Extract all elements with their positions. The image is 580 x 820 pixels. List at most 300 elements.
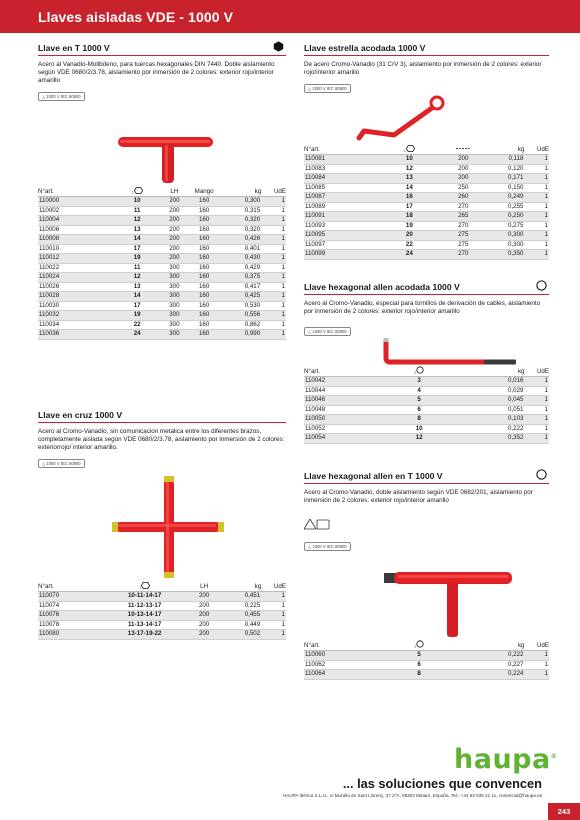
table-cell: 0,103	[461, 415, 525, 425]
table-row	[304, 651, 549, 661]
table-cell: 0,417	[222, 282, 262, 292]
table-cell: 0,429	[222, 263, 262, 273]
table-cell: 13	[112, 282, 162, 292]
table-cell: 110004	[38, 216, 112, 226]
table-cell: 110000	[38, 197, 112, 207]
table-row	[304, 670, 549, 680]
table-cell: 110032	[38, 311, 112, 321]
table-cell: 0,315	[222, 206, 262, 216]
table-cell: 1	[524, 250, 549, 260]
column-header: UdE	[524, 366, 549, 377]
table-cell: 0,375	[222, 273, 262, 283]
table-cell: 1	[524, 415, 549, 425]
table-cell: 0,455	[226, 611, 261, 621]
table-row	[304, 377, 549, 387]
table-cell: 0,275	[485, 221, 524, 231]
table-cell: 0,225	[226, 601, 261, 611]
allen-bent-image	[304, 338, 549, 366]
table-row	[38, 282, 286, 292]
table-cell: 110089	[304, 202, 378, 212]
table-cell: 110062	[304, 660, 378, 670]
table-cell: 0,249	[485, 193, 524, 203]
section-title	[304, 43, 549, 56]
section-title	[38, 410, 286, 423]
column-header: N°art.	[304, 366, 378, 377]
table-cell: 260	[441, 193, 485, 203]
table-cell: 1	[261, 225, 286, 235]
table-row	[38, 292, 286, 302]
table-cell: 17	[378, 202, 442, 212]
section-title-text: Llave en T 1000 V	[38, 43, 110, 53]
table-cell: 0,352	[461, 434, 525, 444]
table-cell: 0,118	[485, 155, 524, 165]
table-cell: 6	[378, 405, 461, 415]
table-row	[304, 415, 549, 425]
table-cell: 160	[187, 197, 222, 207]
table-cell: 24	[378, 250, 442, 260]
column-header: kg	[461, 366, 525, 377]
page-title: Llaves aisladas VDE - 1000 V	[38, 9, 234, 25]
table-row	[38, 206, 286, 216]
table-cell: 3	[378, 377, 461, 387]
table-cell: 13	[378, 174, 442, 184]
table-cell: 6	[378, 660, 461, 670]
table-row	[38, 254, 286, 264]
table-row	[304, 155, 549, 165]
table-cell: 300	[162, 311, 187, 321]
hex-socket-icon	[536, 280, 547, 291]
table-cell: 0,300	[222, 197, 262, 207]
table-cell: 300	[162, 292, 187, 302]
table-cell: 1	[261, 235, 286, 245]
table-cell: 300	[162, 282, 187, 292]
column-header: ↕	[107, 582, 181, 592]
table-cell: 1	[524, 377, 549, 387]
table-row	[304, 193, 549, 203]
table-cell: 1	[524, 231, 549, 241]
table-row	[304, 434, 549, 444]
section-title	[304, 282, 549, 295]
cert-badge: △ 1000 V IEC 60900	[38, 92, 85, 101]
table-cell: 1	[524, 405, 549, 415]
column-header: ↕	[378, 640, 461, 651]
tagline: ... las soluciones que convencen	[342, 776, 542, 791]
column-header: N°art.	[304, 640, 378, 651]
table-cell: 200	[441, 174, 485, 184]
table-row	[38, 630, 286, 640]
t-wrench-table	[38, 187, 286, 340]
table-cell: 110085	[304, 183, 378, 193]
table-cell: 0,171	[485, 174, 524, 184]
table-cell: 19	[112, 254, 162, 264]
table-cell: 1	[261, 620, 286, 630]
table-cell: 110006	[38, 225, 112, 235]
table-cell: 0,045	[461, 396, 525, 406]
table-cell: 110081	[304, 155, 378, 165]
table-cell: 300	[162, 330, 187, 340]
table-cell: 110095	[304, 231, 378, 241]
table-row	[304, 164, 549, 174]
cross-wrench-image	[38, 472, 286, 582]
table-cell: 0,990	[222, 330, 262, 340]
table-cell: 0,430	[222, 254, 262, 264]
table-cell: 160	[187, 206, 222, 216]
table-cell: 0,401	[222, 244, 262, 254]
table-cell: 160	[187, 282, 222, 292]
table-cell: 10	[378, 424, 461, 434]
table-cell: 1	[261, 611, 286, 621]
table-cell: 14	[112, 235, 162, 245]
table-cell: 200	[182, 611, 227, 621]
column-header: UdE	[524, 145, 549, 155]
table-cell: 1	[261, 330, 286, 340]
table-cell: 110036	[38, 330, 112, 340]
table-cell: 160	[187, 216, 222, 226]
table-cell: 0,320	[222, 216, 262, 226]
table-cell: 1	[261, 216, 286, 226]
page-number: 243	[548, 803, 580, 820]
table-cell: 11	[112, 263, 162, 273]
section-allen-t	[304, 471, 549, 680]
table-row	[38, 611, 286, 621]
cert-label: 1000 V IEC 60900	[312, 86, 347, 92]
table-cell: 110093	[304, 221, 378, 231]
table-cell: 160	[187, 254, 222, 264]
page-header-bar	[0, 0, 580, 33]
table-cell: 10-11-14-17	[107, 592, 181, 602]
cert-label: 1000 V IEC 60900	[46, 94, 81, 100]
table-row	[38, 235, 286, 245]
table-cell: 200	[182, 620, 227, 630]
table-cell: 300	[162, 263, 187, 273]
table-cell: 22	[112, 320, 162, 330]
table-cell: 110034	[38, 320, 112, 330]
table-cell: 0,222	[461, 424, 525, 434]
table-cell: 160	[187, 292, 222, 302]
table-cell: 1	[261, 263, 286, 273]
table-row	[38, 244, 286, 254]
table-cell: 4	[378, 386, 461, 396]
table-cell: 1	[524, 202, 549, 212]
table-row	[38, 592, 286, 602]
table-row	[304, 221, 549, 231]
table-cell: 1	[524, 183, 549, 193]
table-cell: 1	[261, 282, 286, 292]
table-cell: 12	[112, 216, 162, 226]
section-title-text: Llave en cruz 1000 V	[38, 410, 123, 420]
table-cell: 10	[378, 155, 442, 165]
table-cell: 270	[441, 221, 485, 231]
table-cell: 110078	[38, 620, 107, 630]
table-row	[304, 231, 549, 241]
section-cross-wrench	[38, 410, 286, 640]
table-cell: 110028	[38, 292, 112, 302]
section-allen-bent	[304, 282, 549, 444]
table-cell: 1	[261, 311, 286, 321]
table-row	[38, 320, 286, 330]
table-cell: 110084	[304, 174, 378, 184]
table-cell: 160	[187, 273, 222, 283]
table-cell: 275	[441, 231, 485, 241]
table-cell: 11	[112, 206, 162, 216]
section-title-text: Llave hexagonal allen acodada 1000 V	[304, 282, 460, 292]
column-header: kg	[485, 145, 524, 155]
table-cell: 160	[187, 225, 222, 235]
table-cell: 110042	[304, 377, 378, 387]
table-cell: 0,556	[222, 311, 262, 321]
table-cell: 1	[261, 273, 286, 283]
table-row	[38, 216, 286, 226]
table-cell: 0,255	[485, 202, 524, 212]
column-header: ↕	[112, 187, 162, 197]
table-cell: 1	[524, 651, 549, 661]
cert-label: 1000 V IEC 60900	[46, 461, 81, 467]
table-cell: 110097	[304, 240, 378, 250]
hex-socket-icon	[536, 469, 547, 480]
table-cell: 0,300	[485, 231, 524, 241]
logo-text: haupa	[454, 744, 551, 775]
table-cell: 19	[112, 311, 162, 321]
table-cell: 200	[162, 244, 187, 254]
table-cell: 110008	[38, 235, 112, 245]
table-cell: 160	[187, 263, 222, 273]
table-row	[38, 330, 286, 340]
section-ring-wrench	[304, 43, 549, 260]
table-cell: 1	[524, 386, 549, 396]
column-header: UdE	[261, 582, 286, 592]
table-cell: 0,222	[461, 651, 525, 661]
section-title-text: Llave hexagonal allen en T 1000 V	[304, 471, 443, 481]
table-row	[38, 263, 286, 273]
table-cell: 0,426	[222, 235, 262, 245]
table-cell: 22	[378, 240, 442, 250]
table-cell: 110048	[304, 405, 378, 415]
table-cell: 110044	[304, 386, 378, 396]
haupa-logo: haupa®	[454, 744, 558, 775]
table-cell: 0,029	[461, 386, 525, 396]
allen-bent-table	[304, 366, 549, 444]
table-cell: 0,250	[485, 212, 524, 222]
table-cell: 110030	[38, 301, 112, 311]
table-row	[304, 424, 549, 434]
table-cell: 250	[441, 183, 485, 193]
table-cell: 0,862	[222, 320, 262, 330]
section-description: Acero al Cromo-Vanadio, doble aislamiento según VDE 0682/201, aislamiento por inmersión de 2 colores: exterior rojo/interior amarillo	[304, 489, 533, 505]
table-cell: 14	[378, 183, 442, 193]
cross-wrench-table	[38, 582, 286, 640]
table-cell: 110046	[304, 396, 378, 406]
section-title-text: Llave estrella acodada 1000 V	[304, 43, 426, 53]
table-cell: 160	[187, 244, 222, 254]
table-row	[304, 660, 549, 670]
table-row	[304, 240, 549, 250]
table-cell: 1	[261, 320, 286, 330]
table-cell: 200	[441, 155, 485, 165]
table-cell: 8	[378, 670, 461, 680]
table-cell: 0,320	[222, 225, 262, 235]
column-header: ↕	[378, 366, 461, 377]
table-cell: 110022	[38, 263, 112, 273]
table-cell: 24	[112, 330, 162, 340]
column-header: N°art.	[304, 145, 378, 155]
column-header: LH	[182, 582, 227, 592]
table-cell: 0,227	[461, 660, 525, 670]
table-cell: 17	[112, 301, 162, 311]
table-cell: 0,300	[485, 240, 524, 250]
table-cell: 110080	[38, 630, 107, 640]
table-cell: 1	[261, 601, 286, 611]
column-header: kg	[222, 187, 262, 197]
column-header: UdE	[524, 640, 549, 651]
table-row	[304, 174, 549, 184]
table-cell: 0,051	[461, 405, 525, 415]
column-header: kg	[226, 582, 261, 592]
table-cell: 110076	[38, 611, 107, 621]
table-row	[38, 273, 286, 283]
table-row	[38, 620, 286, 630]
table-cell: 110087	[304, 193, 378, 203]
table-cell: 17	[112, 244, 162, 254]
table-cell: 110050	[304, 415, 378, 425]
column-header: kg	[461, 640, 525, 651]
table-row	[304, 396, 549, 406]
table-cell: 1	[524, 424, 549, 434]
section-title	[304, 471, 549, 484]
cert-label: 1000 V IEC 60900	[312, 329, 347, 335]
column-header: ↕	[378, 145, 442, 155]
table-cell: 110026	[38, 282, 112, 292]
table-cell: 270	[441, 202, 485, 212]
table-cell: 300	[162, 273, 187, 283]
table-cell: 5	[378, 651, 461, 661]
table-cell: 13	[112, 225, 162, 235]
column-header: Mango	[187, 187, 222, 197]
table-cell: 0,150	[485, 183, 524, 193]
table-row	[304, 405, 549, 415]
table-cell: 110010	[38, 244, 112, 254]
table-cell: 160	[187, 320, 222, 330]
table-cell: 1	[261, 630, 286, 640]
table-cell: 10	[112, 197, 162, 207]
table-cell: 1	[524, 212, 549, 222]
column-header: LH	[162, 187, 187, 197]
column-header: UdE	[261, 187, 286, 197]
cert-group	[304, 517, 549, 553]
table-cell: 12	[378, 164, 442, 174]
table-cell: 200	[162, 216, 187, 226]
table-cell: 160	[187, 235, 222, 245]
cert-badge: △ 1000 V IEC 60900	[304, 327, 351, 336]
table-cell: 0,120	[485, 164, 524, 174]
table-cell: 1	[524, 240, 549, 250]
table-cell: 0,451	[226, 592, 261, 602]
section-title	[38, 43, 286, 56]
table-cell: 200	[162, 225, 187, 235]
table-cell: 110091	[304, 212, 378, 222]
table-cell: 270	[441, 250, 485, 260]
table-cell: 0,350	[485, 250, 524, 260]
table-cell: 1	[261, 244, 286, 254]
table-cell: 200	[162, 235, 187, 245]
table-cell: 160	[187, 311, 222, 321]
table-cell: 160	[187, 330, 222, 340]
table-cell: 0,530	[222, 301, 262, 311]
table-cell: 110070	[38, 592, 107, 602]
table-cell: 16	[378, 193, 442, 203]
table-row	[304, 183, 549, 193]
table-cell: 1	[524, 660, 549, 670]
column-header	[441, 145, 485, 155]
table-cell: 110074	[38, 601, 107, 611]
table-cell: 300	[162, 320, 187, 330]
table-cell: 110052	[304, 424, 378, 434]
table-cell: 1	[524, 174, 549, 184]
table-cell: 1	[261, 301, 286, 311]
table-cell: 12	[378, 434, 461, 444]
table-cell: 110024	[38, 273, 112, 283]
table-cell: 1	[524, 155, 549, 165]
ring-wrench-image	[304, 95, 549, 145]
table-cell: 200	[182, 592, 227, 602]
table-cell: 11-12-13-17	[107, 601, 181, 611]
t-wrench-image	[38, 115, 286, 185]
column-header: N°art.	[38, 582, 107, 592]
table-cell: 1	[261, 254, 286, 264]
cert-badge: △ 1000 V IEC 60900	[304, 84, 351, 93]
table-cell: 1	[524, 221, 549, 231]
table-cell: 300	[162, 301, 187, 311]
table-row	[304, 212, 549, 222]
table-cell: 110099	[304, 250, 378, 260]
table-cell: 200	[162, 254, 187, 264]
table-cell: 19	[378, 221, 442, 231]
table-cell: 0,502	[226, 630, 261, 640]
table-cell: 1	[261, 292, 286, 302]
table-cell: 5	[378, 396, 461, 406]
table-cell: 275	[441, 240, 485, 250]
table-cell: 1	[261, 206, 286, 216]
section-description: Acero al Vanadio-Molibdeno, para tuercas hexagonales DIN 7440. Doble aislamiento según VDE 0680/2/3.78, aislamiento por inmersión de 2 colores: exterior rojo/interior amarillo	[38, 61, 275, 85]
table-cell: 11-13-14-17	[107, 620, 181, 630]
cert-badge: △ 1000 V IEC 60900	[304, 542, 351, 551]
table-cell: 200	[162, 206, 187, 216]
table-cell: 200	[162, 197, 187, 207]
allen-t-table	[304, 640, 549, 680]
table-cell: 0,224	[461, 670, 525, 680]
table-cell: 200	[182, 601, 227, 611]
table-cell: 110064	[304, 670, 378, 680]
table-cell: 8	[378, 415, 461, 425]
table-row	[304, 202, 549, 212]
table-row	[38, 601, 286, 611]
gs-mark-icon	[304, 519, 330, 530]
table-row	[38, 301, 286, 311]
table-row	[304, 386, 549, 396]
table-cell: 110083	[304, 164, 378, 174]
table-cell: 12	[112, 273, 162, 283]
table-cell: 160	[187, 301, 222, 311]
table-cell: 13-17-19-22	[107, 630, 181, 640]
section-description: Acero al Cromo-Vanadio, especial para tornillos de derivación de cables, aislamiento por inmersión de 2 colores: exterior rojo/interior amarillo	[304, 300, 541, 316]
table-cell: 10-13-14-17	[107, 611, 181, 621]
table-cell: 1	[524, 670, 549, 680]
table-cell: 1	[524, 434, 549, 444]
table-cell: 110054	[304, 434, 378, 444]
table-cell: 200	[182, 630, 227, 640]
hexagon-icon	[273, 41, 284, 52]
cert-badge: △ 1000 V IEC 60900	[38, 459, 85, 468]
table-row	[38, 197, 286, 207]
